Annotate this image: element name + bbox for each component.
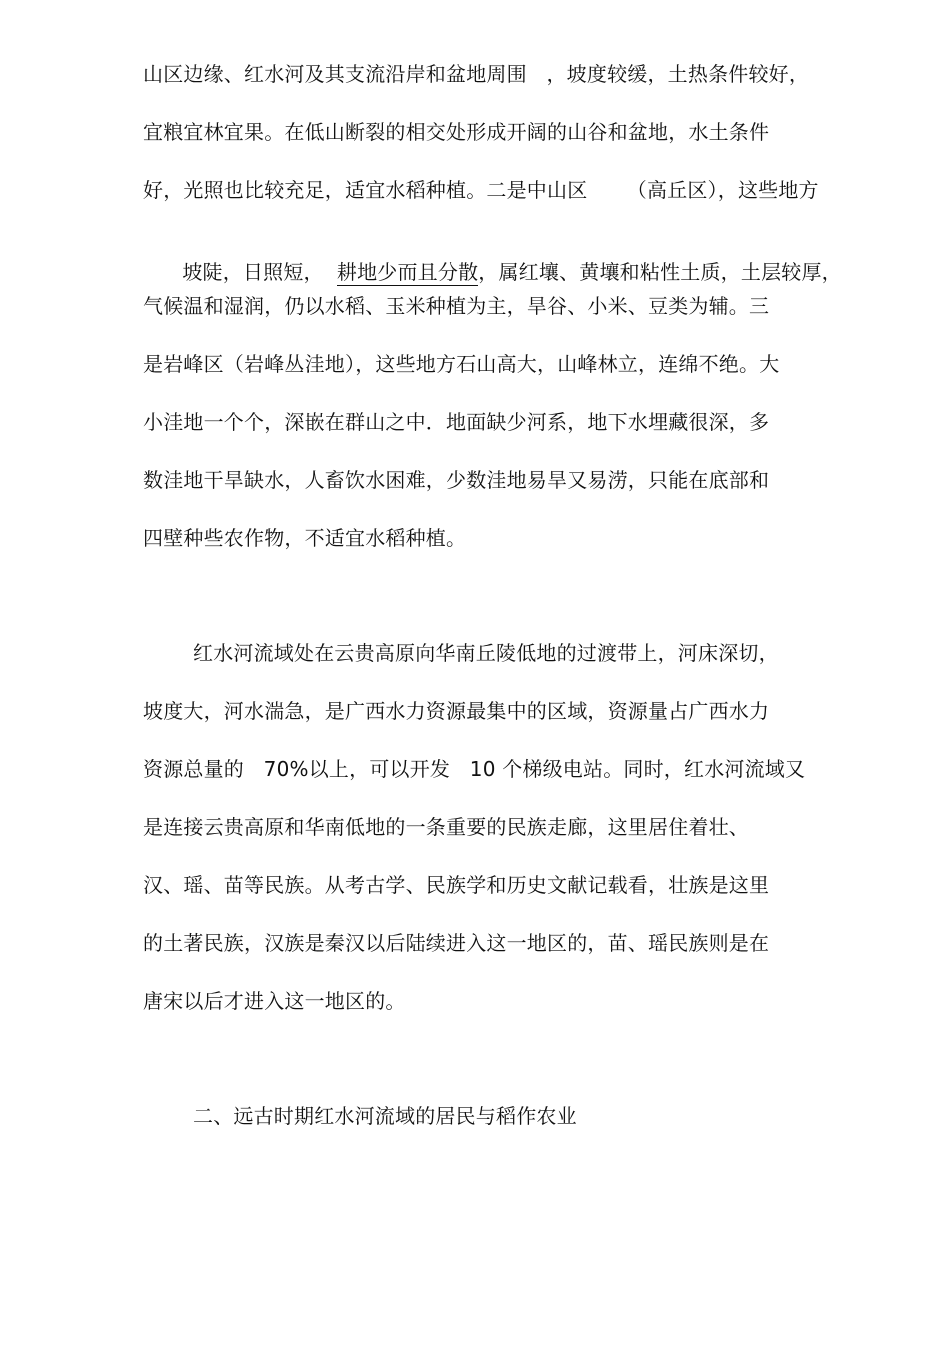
text-line: 气候温和湿润，仍以水稻、玉米种植为主，旱谷、小米、豆类为辅。三	[143, 294, 770, 318]
text-line: 山区边缘、红水河及其支流沿岸和盆地周围 ，坡度较缓，土热条件较好，	[143, 62, 810, 86]
text-line: 是岩峰区（岩峰丛洼地），这些地方石山高大，山峰林立，连绵不绝。大	[143, 352, 780, 376]
text-line: 资源总量的 70%以上，可以开发 10 个梯级电站。同时，红水河流域又	[143, 757, 806, 781]
text-segment: ，属红壤、黄壤和粘性土质，土层较厚，	[478, 260, 842, 284]
text-line: 是连接云贵高原和华南低地的一条重要的民族走廊，这里居住着壮、	[143, 815, 749, 839]
underlined-phrase: 耕地少而且分散	[336, 260, 479, 284]
text-line: 唐宋以后才进入这一地区的。	[143, 989, 406, 1013]
text-line: 数洼地干旱缺水，人畜饮水困难，少数洼地易旱又易涝，只能在底部和	[143, 468, 770, 492]
text-line: 红水河流域处在云贵高原向华南丘陵低地的过渡带上，河床深切，	[193, 641, 779, 665]
text-line: 坡度大，河水湍急，是广西水力资源最集中的区域，资源量占广西水力	[143, 699, 770, 723]
text-line: 汉、瑶、苗等民族。从考古学、民族学和历史文献记载看，壮族是这里	[143, 873, 770, 897]
text-segment: 坡陡，日照短，	[182, 260, 337, 284]
text-line: 小洼地一个个，深嵌在群山之中．地面缺少河系，地下水埋藏很深，多	[143, 410, 770, 434]
text-line: 四壁种些农作物，不适宜水稻种植。	[143, 526, 467, 550]
text-line: 的土著民族，汉族是秦汉以后陆续进入这一地区的，苗、瑶民族则是在	[143, 931, 770, 955]
section-heading: 二、远古时期红水河流域的居民与稻作农业	[193, 1104, 577, 1128]
text-line: 宜粮宜林宜果。在低山断裂的相交处形成开阔的山谷和盆地，水土条件	[143, 120, 770, 144]
text-line: 好，光照也比较充足，适宜水稻种植。二是中山区 （高丘区），这些地方	[143, 178, 819, 202]
